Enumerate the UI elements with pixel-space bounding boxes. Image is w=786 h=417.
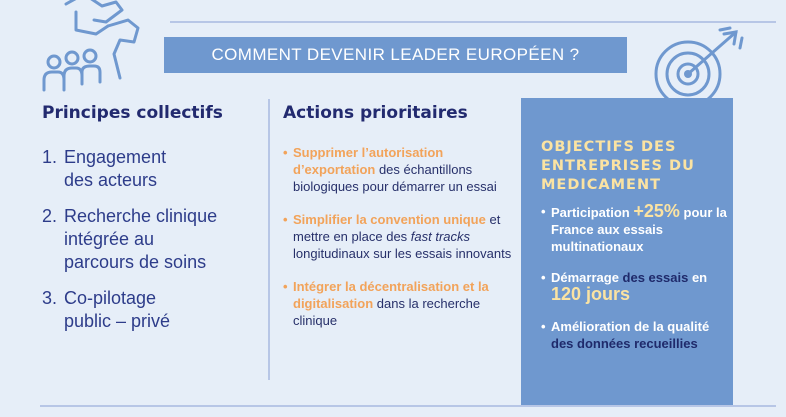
- item-text: Engagement des acteurs: [64, 147, 167, 190]
- list-item: [42, 146, 262, 192]
- objective-text: en: [691, 270, 708, 285]
- objective-text: pour la France aux essais multinationaux: [551, 205, 727, 254]
- action-italic: fast tracks: [410, 229, 471, 244]
- top-divider: [170, 21, 776, 23]
- list-item: [42, 287, 262, 333]
- item-number: 3.: [42, 288, 58, 308]
- column-divider: [268, 99, 270, 380]
- list-item: [541, 203, 731, 255]
- action-highlight: Simplifier la convention unique: [293, 212, 486, 227]
- bottom-divider: [40, 405, 776, 407]
- action-highlight: Intégrer la décentralisation et la digitalisation: [293, 279, 489, 311]
- item-text: Co-pilotage public – privé: [64, 288, 171, 331]
- objective-text: Amélioration de la qualité: [551, 319, 710, 334]
- objectives-panel: [521, 98, 733, 405]
- people-hand-icon: [36, 0, 156, 94]
- item-text: Recherche clinique intégrée au parcours de soins: [64, 206, 218, 272]
- page-title: COMMENT DEVENIR LEADER EUROPÉEN ?: [164, 37, 627, 73]
- actions-heading: Actions prioritaires: [283, 103, 468, 123]
- item-number: 2.: [42, 206, 58, 226]
- objective-dark-text: des essais: [618, 270, 692, 285]
- list-item: [283, 144, 513, 195]
- objective-dark-text: des données recueillies: [551, 336, 698, 351]
- action-text: dans la recherche clinique: [293, 296, 481, 328]
- list-item: [541, 269, 731, 304]
- objective-text: Participation: [551, 205, 634, 220]
- list-item: [42, 205, 262, 274]
- action-text: des échantillons biologiques pour démarrer un essai: [293, 162, 497, 194]
- action-text: longitudinaux sur les essais innovants: [293, 246, 512, 261]
- list-item: [283, 278, 513, 329]
- list-item: [283, 211, 513, 262]
- list-item: [541, 318, 731, 352]
- principles-heading: Principes collectifs: [42, 103, 223, 123]
- objective-text: Démarrage: [551, 270, 619, 285]
- objective-figure: 120 jours: [551, 284, 631, 304]
- actions-list: [283, 144, 513, 345]
- action-text: et mettre en place des: [293, 212, 501, 244]
- item-number: 1.: [42, 147, 58, 167]
- action-highlight: Supprimer l’autorisation d’exportation: [293, 145, 444, 177]
- objective-figure: +25%: [633, 201, 680, 221]
- objectives-title: OBJECTIFS DES ENTREPRISES DU MEDICAMENT: [541, 139, 695, 193]
- objectives-list: [541, 203, 731, 366]
- principles-list: [42, 146, 262, 346]
